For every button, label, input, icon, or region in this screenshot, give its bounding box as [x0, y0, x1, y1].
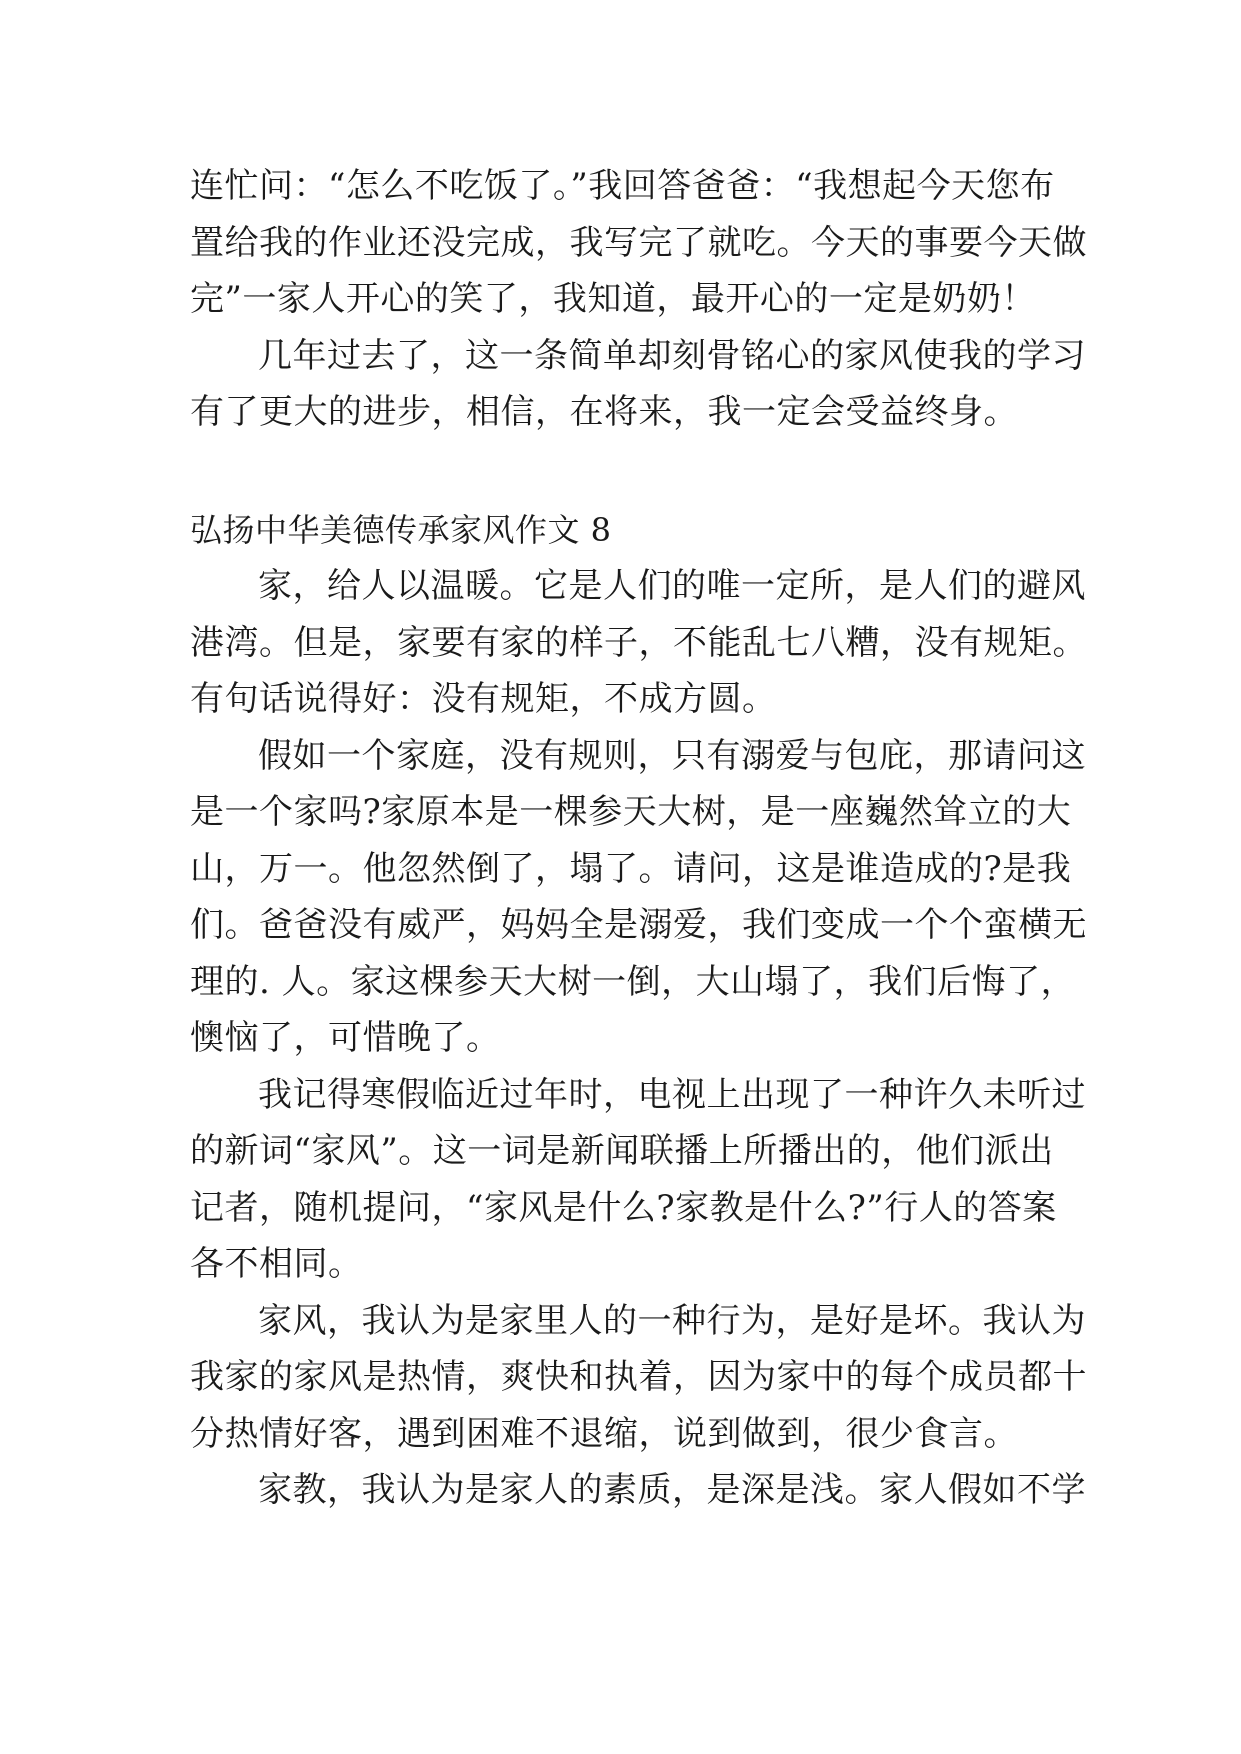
paragraph-line: 们。爸爸没有威严，妈妈全是溺爱，我们变成一个个蛮横无 [190, 905, 1087, 945]
paragraph-line: 山，万一。他忽然倒了，塌了。请问，这是谁造成的?是我 [190, 849, 1072, 889]
paragraph-line: 有了更大的进步，相信，在将来，我一定会受益终身。 [190, 392, 1018, 432]
paragraph-first-line: 家教，我认为是家人的素质，是深是浅。家人假如不学 [258, 1470, 1086, 1510]
paragraph-line: 各不相同。 [190, 1244, 363, 1284]
paragraph-first-line: 我记得寒假临近过年时，电视上出现了一种许久未听过 [258, 1075, 1086, 1115]
paragraph-first-line: 几年过去了，这一条简单却刻骨铭心的家风使我的学习 [258, 336, 1086, 376]
paragraph-line: 有句话说得好：没有规矩，不成方圆。 [190, 679, 777, 719]
paragraph-line: 港湾。但是，家要有家的样子，不能乱七八糟，没有规矩。 [190, 623, 1087, 663]
paragraph-line: 记者，随机提问，“家风是什么?家教是什么?”行人的答案 [190, 1188, 1057, 1228]
paragraph-first-line: 家，给人以温暖。它是人们的唯一定所，是人们的避风 [258, 566, 1086, 606]
paragraph-first-line: 家风，我认为是家里人的一种行为，是好是坏。我认为 [258, 1301, 1086, 1341]
paragraph-first-line: 假如一个家庭，没有规则，只有溺爱与包庇，那请问这 [258, 736, 1086, 776]
paragraph-line: 是一个家吗?家原本是一棵参天大树，是一座巍然耸立的大 [190, 792, 1072, 832]
paragraph-line: 我家的家风是热情，爽快和执着，因为家中的每个成员都十 [190, 1357, 1087, 1397]
paragraph-line: 懊恼了，可惜晚了。 [190, 1018, 501, 1058]
paragraph-line: 的新词“家风”。这一词是新闻联播上所播出的，他们派出 [190, 1131, 1054, 1171]
paragraph-line: 分热情好客，遇到困难不退缩，说到做到，很少食言。 [190, 1414, 1018, 1454]
section-title: 弘扬中华美德传承家风作文 8 [190, 511, 612, 549]
paragraph-line: 完”一家人开心的笑了，我知道，最开心的一定是奶奶！ [190, 279, 1036, 319]
paragraph-line: 置给我的作业还没完成，我写完了就吃。今天的事要今天做 [190, 223, 1087, 263]
paragraph-line: 理的. 人。家这棵参天大树一倒，大山塌了，我们后悔了， [190, 962, 1076, 1002]
paragraph-line: 连忙问：“怎么不吃饭了。”我回答爸爸：“我想起今天您布 [190, 166, 1055, 206]
